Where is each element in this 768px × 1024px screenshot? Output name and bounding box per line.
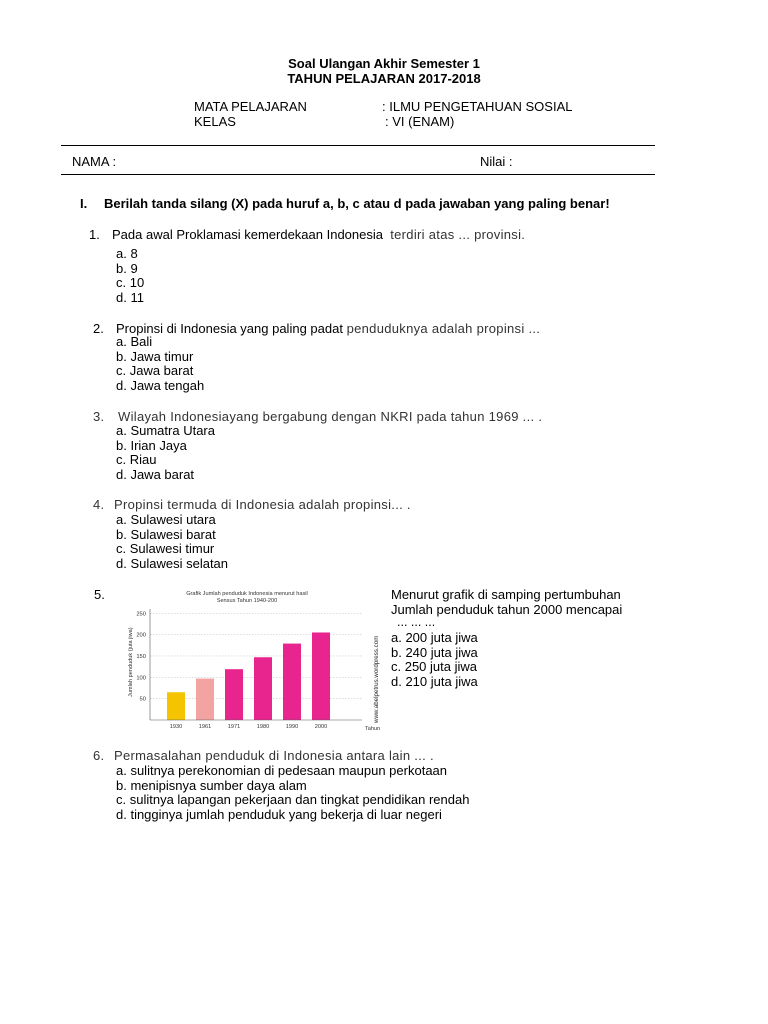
- option-c[interactable]: c. 10: [116, 275, 145, 291]
- question-1-text: Pada awal Proklamasi kemerdekaan Indonesia terdiri atas ... provinsi.: [112, 227, 526, 242]
- question-4-options: [116, 513, 228, 572]
- section-numeral: I.: [80, 196, 88, 211]
- bar-1980: [254, 657, 272, 720]
- option-d[interactable]: d. 210 juta jiwa: [391, 674, 478, 690]
- divider-bottom: [61, 174, 655, 175]
- score-label: Nilai :: [480, 154, 513, 169]
- option-a[interactable]: a. Sulawesi utara: [116, 512, 216, 527]
- question-3-number: 3.: [93, 409, 105, 424]
- question-6-number: 6.: [93, 748, 105, 763]
- option-a[interactable]: a. 8: [116, 246, 138, 261]
- option-b[interactable]: b. Jawa timur: [116, 348, 194, 364]
- question-2-number: 2.: [93, 321, 104, 336]
- option-b[interactable]: b. Sulawesi barat: [116, 526, 216, 542]
- x-tick-label: 1930: [169, 724, 183, 730]
- x-tick-label: 2000: [314, 724, 328, 730]
- option-c[interactable]: c. Jawa barat: [116, 363, 194, 379]
- question-5-options: [391, 631, 478, 690]
- option-a[interactable]: a. 200 juta jiwa: [391, 630, 478, 645]
- chart-x-axis-label: Tahun: [365, 726, 381, 732]
- exam-title: Soal Ulangan Akhir Semester 1: [288, 56, 480, 71]
- question-2-options: [116, 335, 204, 394]
- question-5-number: 5.: [94, 587, 105, 602]
- question-5-text-line3: ... ... ...: [397, 615, 436, 629]
- bar-1961: [196, 679, 214, 720]
- chart-subtitle: Sensus Tahun 1940-200: [216, 598, 278, 604]
- x-tick-label: 1990: [285, 724, 299, 730]
- question-6-text: Permasalahan penduduk di Indonesia antara lain ... .: [114, 748, 434, 763]
- option-a[interactable]: a. sulitnya perekonomian di pedesaan maupun perkotaan: [116, 763, 448, 778]
- x-tick-label: 1961: [198, 724, 212, 730]
- y-tick-label: 50: [139, 696, 146, 703]
- option-c[interactable]: c. Riau: [116, 452, 157, 468]
- option-b[interactable]: b. Irian Jaya: [116, 437, 187, 453]
- option-b[interactable]: b. menipisnya sumber daya alam: [116, 777, 307, 793]
- question-3-options: [116, 424, 215, 483]
- y-tick-label: 200: [136, 632, 146, 639]
- option-b[interactable]: b. 240 juta jiwa: [391, 644, 478, 660]
- option-a[interactable]: a. Sumatra Utara: [116, 423, 215, 438]
- section-instruction: Berilah tanda silang (X) pada huruf a, b, c atau d pada jawaban yang paling benar!: [104, 196, 610, 211]
- option-a[interactable]: a. Bali: [116, 334, 153, 349]
- option-c[interactable]: c. Sulawesi timur: [116, 541, 215, 557]
- divider-top: [61, 145, 655, 146]
- chart-y-axis-label: Jumlah penduduk (juta jiwa): [128, 627, 134, 697]
- option-c[interactable]: c. sulitnya lapangan pekerjaan dan tingkat pendidikan rendah: [116, 792, 470, 808]
- question-3-text: Wilayah Indonesiayang bergabung dengan NKRI pada tahun 1969 ... .: [118, 409, 543, 424]
- question-2-text: Propinsi di Indonesia yang paling padat penduduknya adalah propinsi ...: [116, 321, 541, 336]
- question-5-text-line1: Menurut grafik di samping pertumbuhan: [391, 587, 621, 602]
- option-d[interactable]: d. Jawa tengah: [116, 378, 205, 394]
- question-4-number: 4.: [93, 497, 105, 512]
- question-1-number: 1.: [89, 227, 100, 242]
- population-chart: [122, 587, 384, 735]
- option-c[interactable]: c. 250 juta jiwa: [391, 659, 477, 675]
- bar-1971: [225, 669, 243, 720]
- question-4-text: Propinsi termuda di Indonesia adalah propinsi... .: [114, 497, 411, 512]
- x-tick-label: 1971: [227, 724, 241, 730]
- question-5-text-line2: Jumlah penduduk tahun 2000 mencapai: [391, 602, 623, 617]
- option-d[interactable]: d. Jawa barat: [116, 467, 195, 483]
- question-6-options: [116, 764, 469, 823]
- bar-1990: [283, 644, 301, 720]
- chart-y-ticks: [136, 611, 146, 702]
- academic-year: TAHUN PELAJARAN 2017-2018: [287, 71, 481, 86]
- y-tick-label: 100: [136, 675, 146, 682]
- option-b[interactable]: b. 9: [116, 260, 138, 276]
- y-tick-label: 150: [136, 653, 146, 660]
- chart-bars: [167, 632, 330, 720]
- question-1-options: [116, 247, 144, 306]
- chart-x-ticks: [170, 724, 327, 730]
- subject-value: : ILMU PENGETAHUAN SOSIAL: [382, 99, 573, 114]
- class-value: : VI (ENAM): [385, 114, 455, 129]
- class-label: KELAS: [194, 114, 236, 129]
- x-tick-label: 1980: [256, 724, 270, 730]
- population-chart-svg: [122, 587, 384, 735]
- option-d[interactable]: d. Sulawesi selatan: [116, 556, 229, 572]
- chart-title: Grafik Jumlah penduduk Indonesia menurut hasil: [186, 591, 308, 597]
- bar-2000: [312, 632, 330, 720]
- option-d[interactable]: d. tingginya jumlah penduduk yang bekerja di luar negeri: [116, 807, 442, 823]
- option-d[interactable]: d. 11: [116, 290, 144, 306]
- subject-label: MATA PELAJARAN: [194, 99, 307, 114]
- chart-watermark: www.abelpetrus.wordpress.com: [373, 635, 380, 723]
- name-label: NAMA :: [72, 154, 117, 169]
- bar-1930: [167, 692, 185, 720]
- y-tick-label: 250: [136, 611, 146, 618]
